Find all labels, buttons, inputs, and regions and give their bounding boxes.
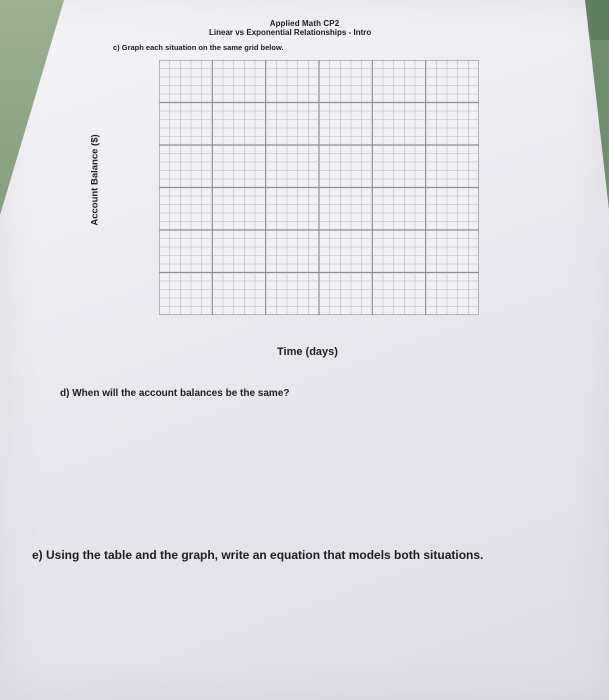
question-c: c) Graph each situation on the same grid below. <box>113 43 284 52</box>
x-axis-label: Time (days) <box>277 346 338 358</box>
question-e: e) Using the table and the graph, write an equation that models both situations. <box>32 548 484 562</box>
question-d: d) When will the account balances be the same? <box>60 388 290 399</box>
graph-grid-svg <box>159 60 479 315</box>
course-title: Applied Math CP2 <box>269 19 340 28</box>
unit-title: Linear vs Exponential Relationships - Intro <box>209 28 372 37</box>
graph-grid <box>159 60 479 315</box>
y-axis-label-text: Account Balance ($) <box>89 134 101 226</box>
